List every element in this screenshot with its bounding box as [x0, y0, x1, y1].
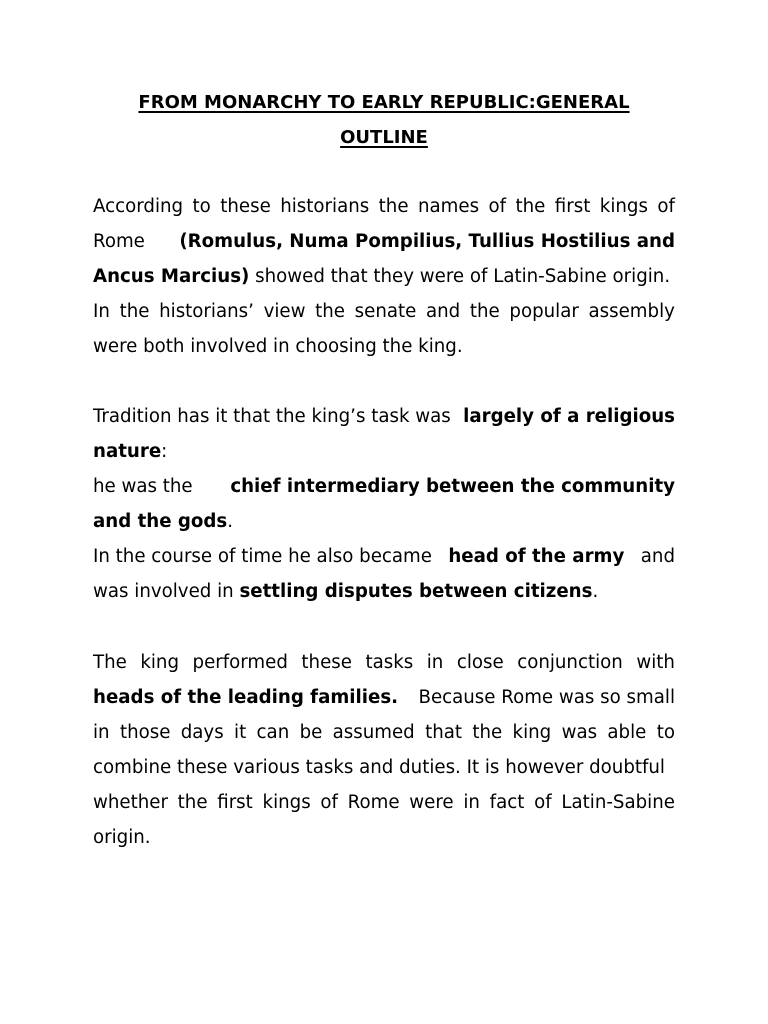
word: be	[299, 722, 323, 743]
word: those	[119, 722, 171, 743]
paragraph-line	[93, 259, 675, 294]
word: these	[301, 652, 352, 673]
paragraph-line	[93, 434, 675, 469]
word: fact	[489, 792, 525, 813]
bold-text-run: nature	[93, 441, 162, 462]
paragraph-line	[93, 680, 675, 715]
word: the	[515, 196, 546, 217]
word: first	[217, 792, 253, 813]
word: the	[378, 196, 409, 217]
word: In	[93, 301, 110, 322]
text-run: Rome	[93, 231, 145, 252]
paragraph-1	[93, 189, 675, 364]
paragraph-line: combine these various tasks and duties. It is however doubtful	[93, 757, 665, 778]
word: kings	[599, 196, 648, 217]
paragraph-line	[93, 224, 675, 259]
word: assumed	[332, 722, 415, 743]
text-run: he was the	[93, 476, 193, 497]
document-title-line-1: FROM MONARCHY TO EARLY REPUBLIC:GENERAL	[138, 92, 630, 113]
paragraph-line	[93, 189, 675, 224]
word: The	[93, 652, 127, 673]
word: conjunction	[517, 652, 623, 673]
word: Rome	[347, 792, 400, 813]
paragraph-line	[93, 469, 675, 504]
word: the	[119, 301, 150, 322]
text-run: Tradition has it that the king’s task was	[93, 406, 451, 427]
word: these	[220, 196, 271, 217]
text-run: was involved in	[93, 581, 240, 602]
word: of	[488, 196, 507, 217]
paragraph-line	[93, 294, 675, 329]
word: the	[469, 301, 500, 322]
paragraph-2	[93, 399, 675, 609]
word: in	[463, 792, 480, 813]
word: view	[263, 301, 306, 322]
paragraph-3	[93, 645, 675, 855]
bold-text-run: and the gods	[93, 511, 228, 532]
word: assembly	[588, 301, 675, 322]
text-run: showed that they were of Latin-Sabine origin.	[249, 266, 671, 287]
text-run: .	[592, 581, 599, 602]
word: kings	[262, 792, 311, 813]
word: Latin-Sabine	[561, 792, 675, 813]
word: popular	[509, 301, 579, 322]
text-run: .	[227, 511, 234, 532]
paragraph-line	[93, 785, 675, 820]
bold-text-run: Ancus Marcius)	[93, 266, 250, 287]
word: senate	[354, 301, 417, 322]
bold-text-run: heads of the leading families.	[93, 687, 399, 708]
word: it	[234, 722, 247, 743]
document-title-line-2: OUTLINE	[340, 127, 428, 148]
paragraph-line: were both involved in choosing the king.	[93, 336, 463, 357]
word: was	[561, 722, 598, 743]
word: performed	[192, 652, 288, 673]
word: to	[656, 722, 675, 743]
word: days	[180, 722, 224, 743]
word: of	[534, 792, 552, 813]
paragraph-line	[93, 504, 675, 539]
word: of	[657, 196, 675, 217]
bold-text-run: head of the army	[448, 546, 625, 567]
word: were	[409, 792, 454, 813]
word: able	[607, 722, 647, 743]
paragraph-line	[93, 715, 675, 750]
paragraph-line	[93, 645, 675, 680]
word: king	[512, 722, 552, 743]
text-run: and	[640, 546, 675, 567]
text-run: Because Rome was so small	[418, 687, 675, 708]
word: to	[192, 196, 211, 217]
word: According	[93, 196, 184, 217]
word: names	[417, 196, 480, 217]
word: the	[177, 792, 208, 813]
word: with	[636, 652, 675, 673]
text-run: :	[161, 441, 168, 462]
word: the	[472, 722, 503, 743]
bold-text-run: settling disputes between citizens	[239, 581, 593, 602]
word: tasks	[365, 652, 414, 673]
word: in	[93, 722, 110, 743]
word: historians	[280, 196, 370, 217]
word: the	[315, 301, 345, 322]
bold-text-run: chief intermediary between the community	[230, 476, 675, 497]
word: can	[256, 722, 290, 743]
bold-text-run: largely of a religious	[463, 406, 675, 427]
word: first	[554, 196, 591, 217]
paragraph-line	[93, 574, 675, 609]
paragraph-line: origin.	[93, 827, 151, 848]
word: historians’	[159, 301, 254, 322]
word: and	[426, 301, 461, 322]
text-run: In the course of time he also became	[93, 546, 432, 567]
word: that	[425, 722, 462, 743]
word: in	[426, 652, 444, 673]
bold-text-run: (Romulus, Numa Pompilius, Tullius Hostilius and	[179, 231, 675, 252]
paragraph-line	[93, 539, 675, 574]
word: king	[140, 652, 180, 673]
word: close	[456, 652, 504, 673]
paragraph-line	[93, 399, 675, 434]
word: whether	[93, 792, 168, 813]
word: of	[320, 792, 338, 813]
